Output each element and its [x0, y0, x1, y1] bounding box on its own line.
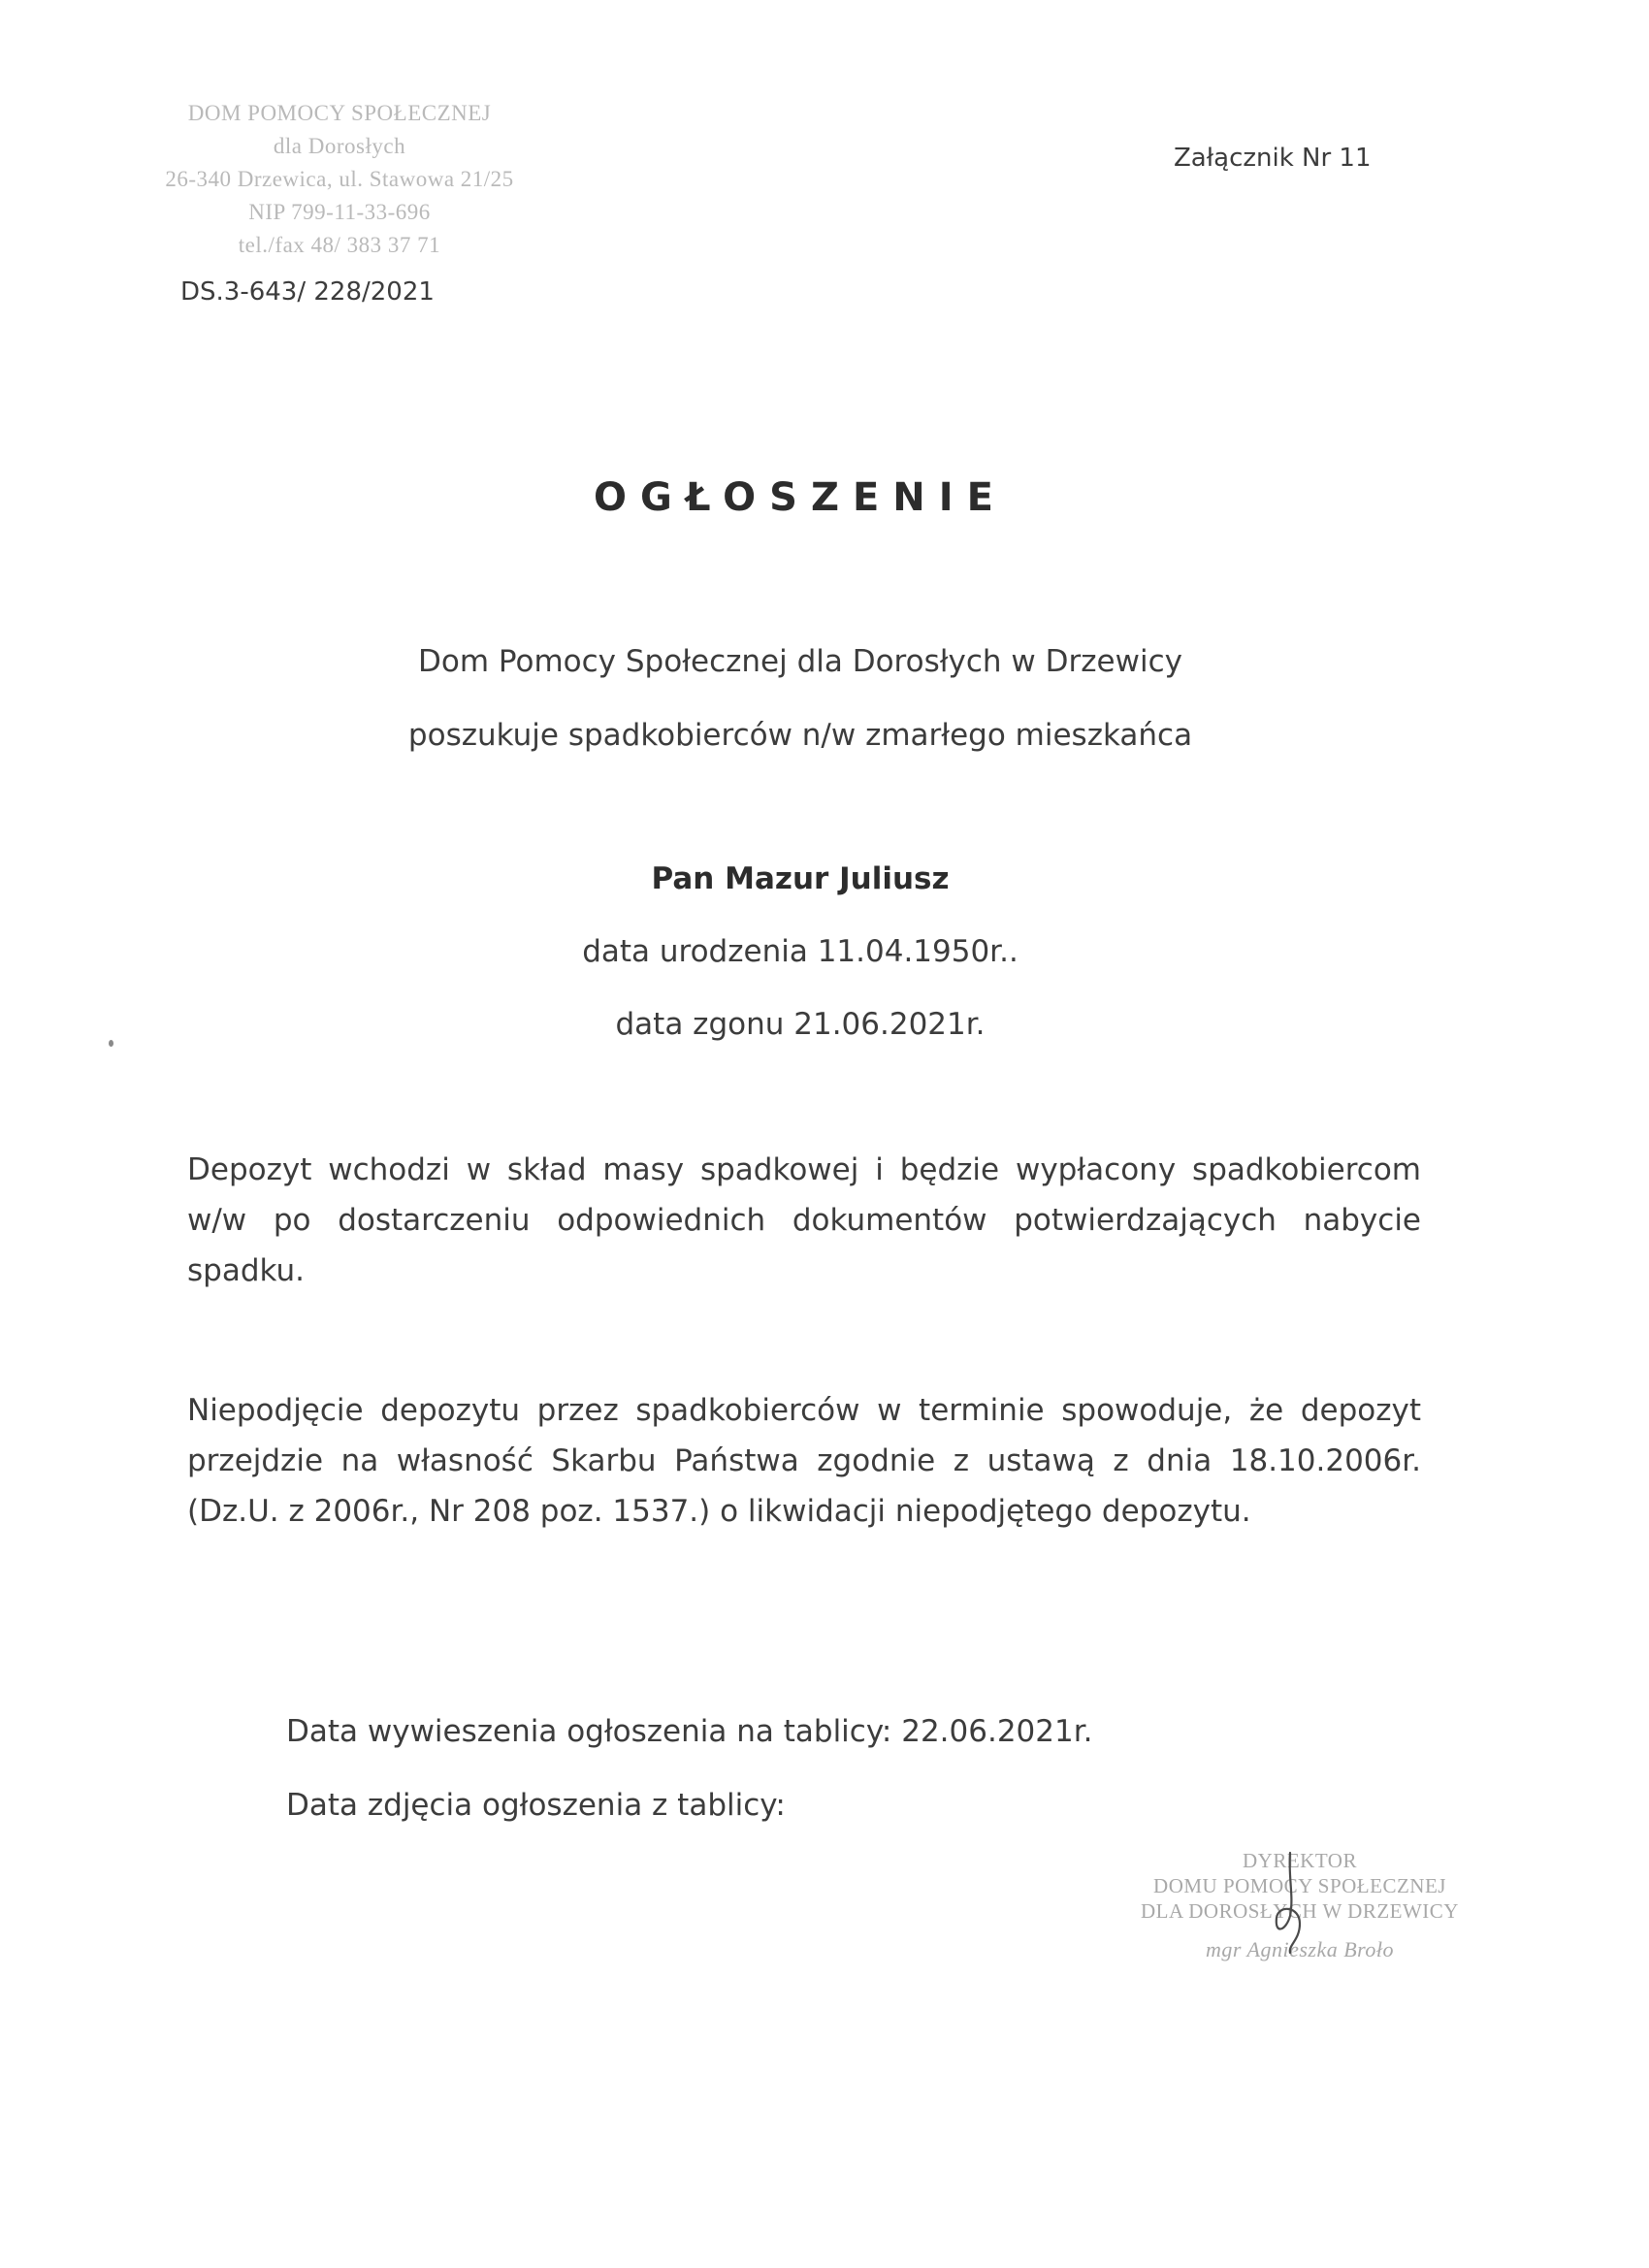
unclaimed-paragraph: Niepodjęcie depozytu przez spadkobierców w terminie spowoduje, że depozyt przejdzie na własność Skarbu Państwa zgodnie z ustawą z dnia 18.10.2006r. (Dz.U. z 2006r., Nr 208 poz. 1537.) o likwidacji niepodjętego depozytu.: [187, 1393, 1421, 1529]
intro-line-2: poszukuje spadkobierców n/w zmarłego mieszkańca: [407, 718, 1193, 753]
institution-stamp: [116, 97, 563, 262]
director-stamp-line: DOMU POMOCY SPOŁECZNEJ: [1153, 1874, 1446, 1897]
stamp-line: tel./fax 48/ 383 37 71: [238, 233, 441, 257]
birth-date: data urodzenia 11.04.1950r..: [582, 934, 1018, 969]
attachment-label: Załącznik Nr 11: [1174, 144, 1372, 173]
intro-line-1: Dom Pomocy Społecznej dla Dorosłych w Drzewicy: [418, 644, 1182, 679]
stamp-line: NIP 799-11-33-696: [248, 200, 431, 224]
handwritten-signature: [1261, 1848, 1319, 1955]
director-stamp-line: DLA DOROSŁYCH W DRZEWICY: [1141, 1899, 1459, 1923]
removal-date: Data zdjęcia ogłoszenia z tablicy:: [286, 1788, 786, 1823]
scan-speck: [109, 1040, 113, 1047]
deceased-name: Pan Mazur Juliusz: [651, 861, 950, 896]
stamp-line: 26-340 Drzewica, ul. Stawowa 21/25: [165, 167, 514, 191]
reference-number: DS.3-643/ 228/2021: [180, 277, 435, 307]
page-title: OGŁOSZENIE: [594, 475, 1007, 520]
stamp-line: dla Dorosłych: [273, 134, 406, 158]
posting-date: Data wywieszenia ogłoszenia na tablicy: 22.06.2021r.: [286, 1714, 1093, 1749]
director-stamp-line: DYREKTOR: [1243, 1849, 1357, 1872]
stamp-line: DOM POMOCY SPOŁECZNEJ: [187, 101, 492, 125]
death-date: data zgonu 21.06.2021r.: [615, 1007, 986, 1042]
deposit-paragraph: Depozyt wchodzi w skład masy spadkowej i będzie wypłacony spadkobiercom w/w po dostarczeniu odpowiednich dokumentów potwierdzających nabycie spadku.: [187, 1152, 1421, 1288]
director-name: mgr Agnieszka Broło: [1205, 1937, 1395, 1961]
